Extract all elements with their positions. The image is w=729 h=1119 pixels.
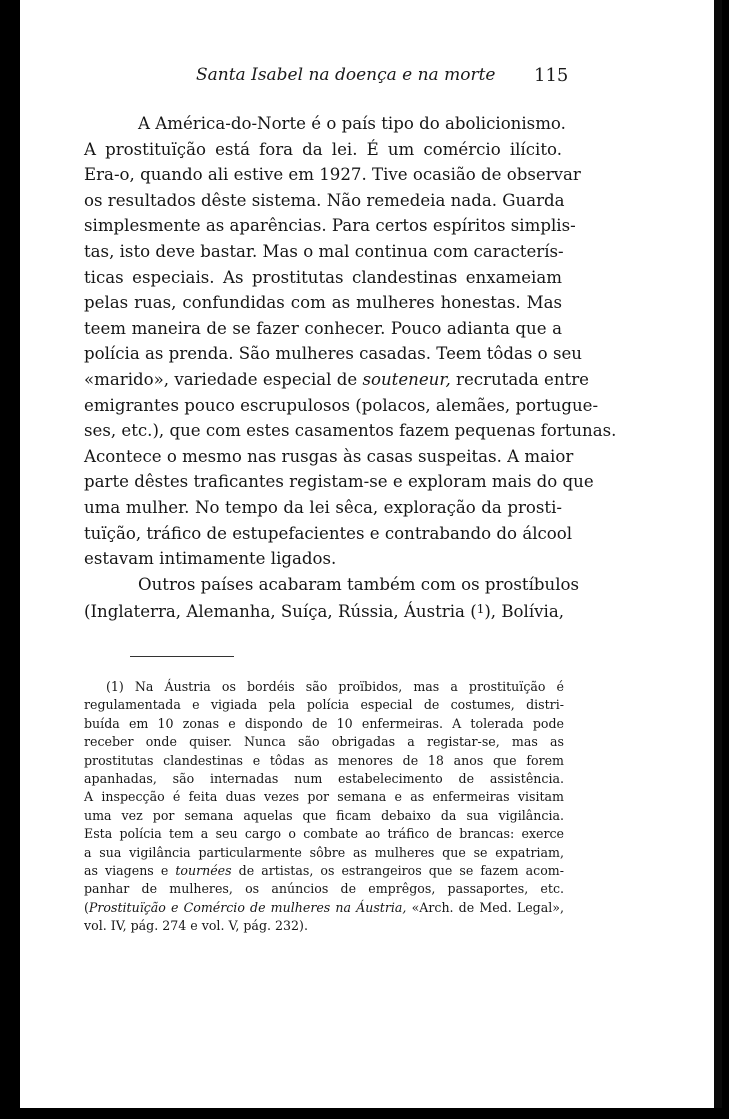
text-line: tas, isto deve bastar. Mas o mal continua com caracterís- [84,241,564,261]
footnote-separator [130,656,234,657]
footnote-line: vol. IV, pág. 274 e vol. V, pág. 232). [84,918,308,934]
footnote-line: Esta polícia tem a seu cargo o combate ao tráfico de brancas: exerce [84,826,564,842]
footnote-line: apanhadas, são internadas num estabelecimento de assistência. [84,771,564,787]
text-line: pelas ruas, confundidas com as mulheres honestas. Mas [84,293,562,313]
footnote [84,678,564,936]
running-head [20,63,722,93]
paragraph-2 [84,572,580,625]
text-line: estavam intimamente ligados. [84,549,337,569]
footnote-line [84,862,564,880]
page-number: 115 [534,65,569,86]
text-line: Outros países acabaram também com os prostíbulos [138,574,580,594]
text-line: Acontece o mesmo nas rusgas às casas suspeitas. A maior [84,446,574,466]
text-segment: «marido», variedade especial de [84,369,363,389]
text-line: ses, etc.), que com estes casamentos fazem pequenas fortunas. [84,421,617,441]
footnote-line: regulamentada e vigiada pela polícia especial de costumes, distri- [84,697,564,713]
text-segment: ), Bolívia, [484,602,564,622]
citation-title: Prostituïção e Comércio de mulheres na Áustria, [88,899,407,915]
text-line: uma mulher. No tempo da lei sêca, exploração da prosti- [84,497,562,517]
text-segment: de artistas, os estrangeiros que se fazem acom- [231,863,564,879]
text-line: A prostituïção está fora da lei. É um comércio ilícito. [84,139,562,159]
footnote-line: panhar de mulheres, os anúncios de emprêgos, passaportes, etc. [84,881,564,897]
text-segment: as viagens e [84,863,176,879]
text-line [84,597,562,625]
text-segment: (Inglaterra, Alemanha, Suíça, Rússia, Áustria ( [84,602,477,622]
text-line: Era-o, quando ali estive em 1927. Tive ocasião de observar [84,165,581,185]
footnote-line: uma vez por semana aquelas que ficam debaixo da sua vigilância. [84,807,564,823]
italic-term: tournées [175,863,232,879]
text-line: simplesmente as aparências. Para certos espíritos simplis- [84,216,576,236]
italic-term: souteneur, [362,369,451,389]
text-line: polícia as prenda. São mulheres casadas. Teem tôdas o seu [84,344,582,364]
text-line: emigrantes pouco escrupulosos (polacos, alemães, portugue- [84,395,599,415]
book-page [20,0,722,1108]
footnote-line: buída em 10 zonas e dispondo de 10 enfermeiras. A tolerada pode [84,715,564,731]
text-line: tuïção, tráfico de estupefacientes e contrabando do álcool [84,523,573,543]
footnote-line: (1) Na Áustria os bordéis são proïbidos, mas a prostituïção é [106,679,564,694]
body-text [84,111,617,625]
running-title: Santa Isabel na doença e na morte [196,65,496,85]
text-segment: recrutada entre [450,369,589,389]
footnote-line: a sua vigilância particularmente sôbre as mulheres que se expatriam, [84,844,564,860]
footnote-line [84,899,564,917]
text-segment: ( [84,899,89,915]
footnote-line: prostitutas clandestinas e tôdas as menores de 18 anos que forem [84,752,564,768]
text-line: os resultados dêste sistema. Não remedeia nada. Guarda [84,190,565,210]
paragraph-1 [84,111,617,572]
text-line: parte dêstes traficantes registam-se e exploram mais do que [84,472,594,492]
page-edge-shadow [714,0,722,1108]
footnote-line: receber onde quiser. Nunca são obrigadas a registar-se, mas as [84,734,564,750]
text-line: teem maneira de se fazer conhecer. Pouco adianta que a [84,318,562,338]
text-line: A América-do-Norte é o país tipo do abolicionismo. [138,114,566,133]
footnote-line: A inspecção é feita duas vezes por semana e as enfermeiras visitam [84,789,564,805]
text-line [84,367,589,393]
text-line: ticas especiais. As prostitutas clandestinas enxameiam [84,267,562,287]
footnote-reference[interactable]: 1 [476,602,485,617]
text-segment: «Arch. de Med. Legal», [406,899,564,915]
